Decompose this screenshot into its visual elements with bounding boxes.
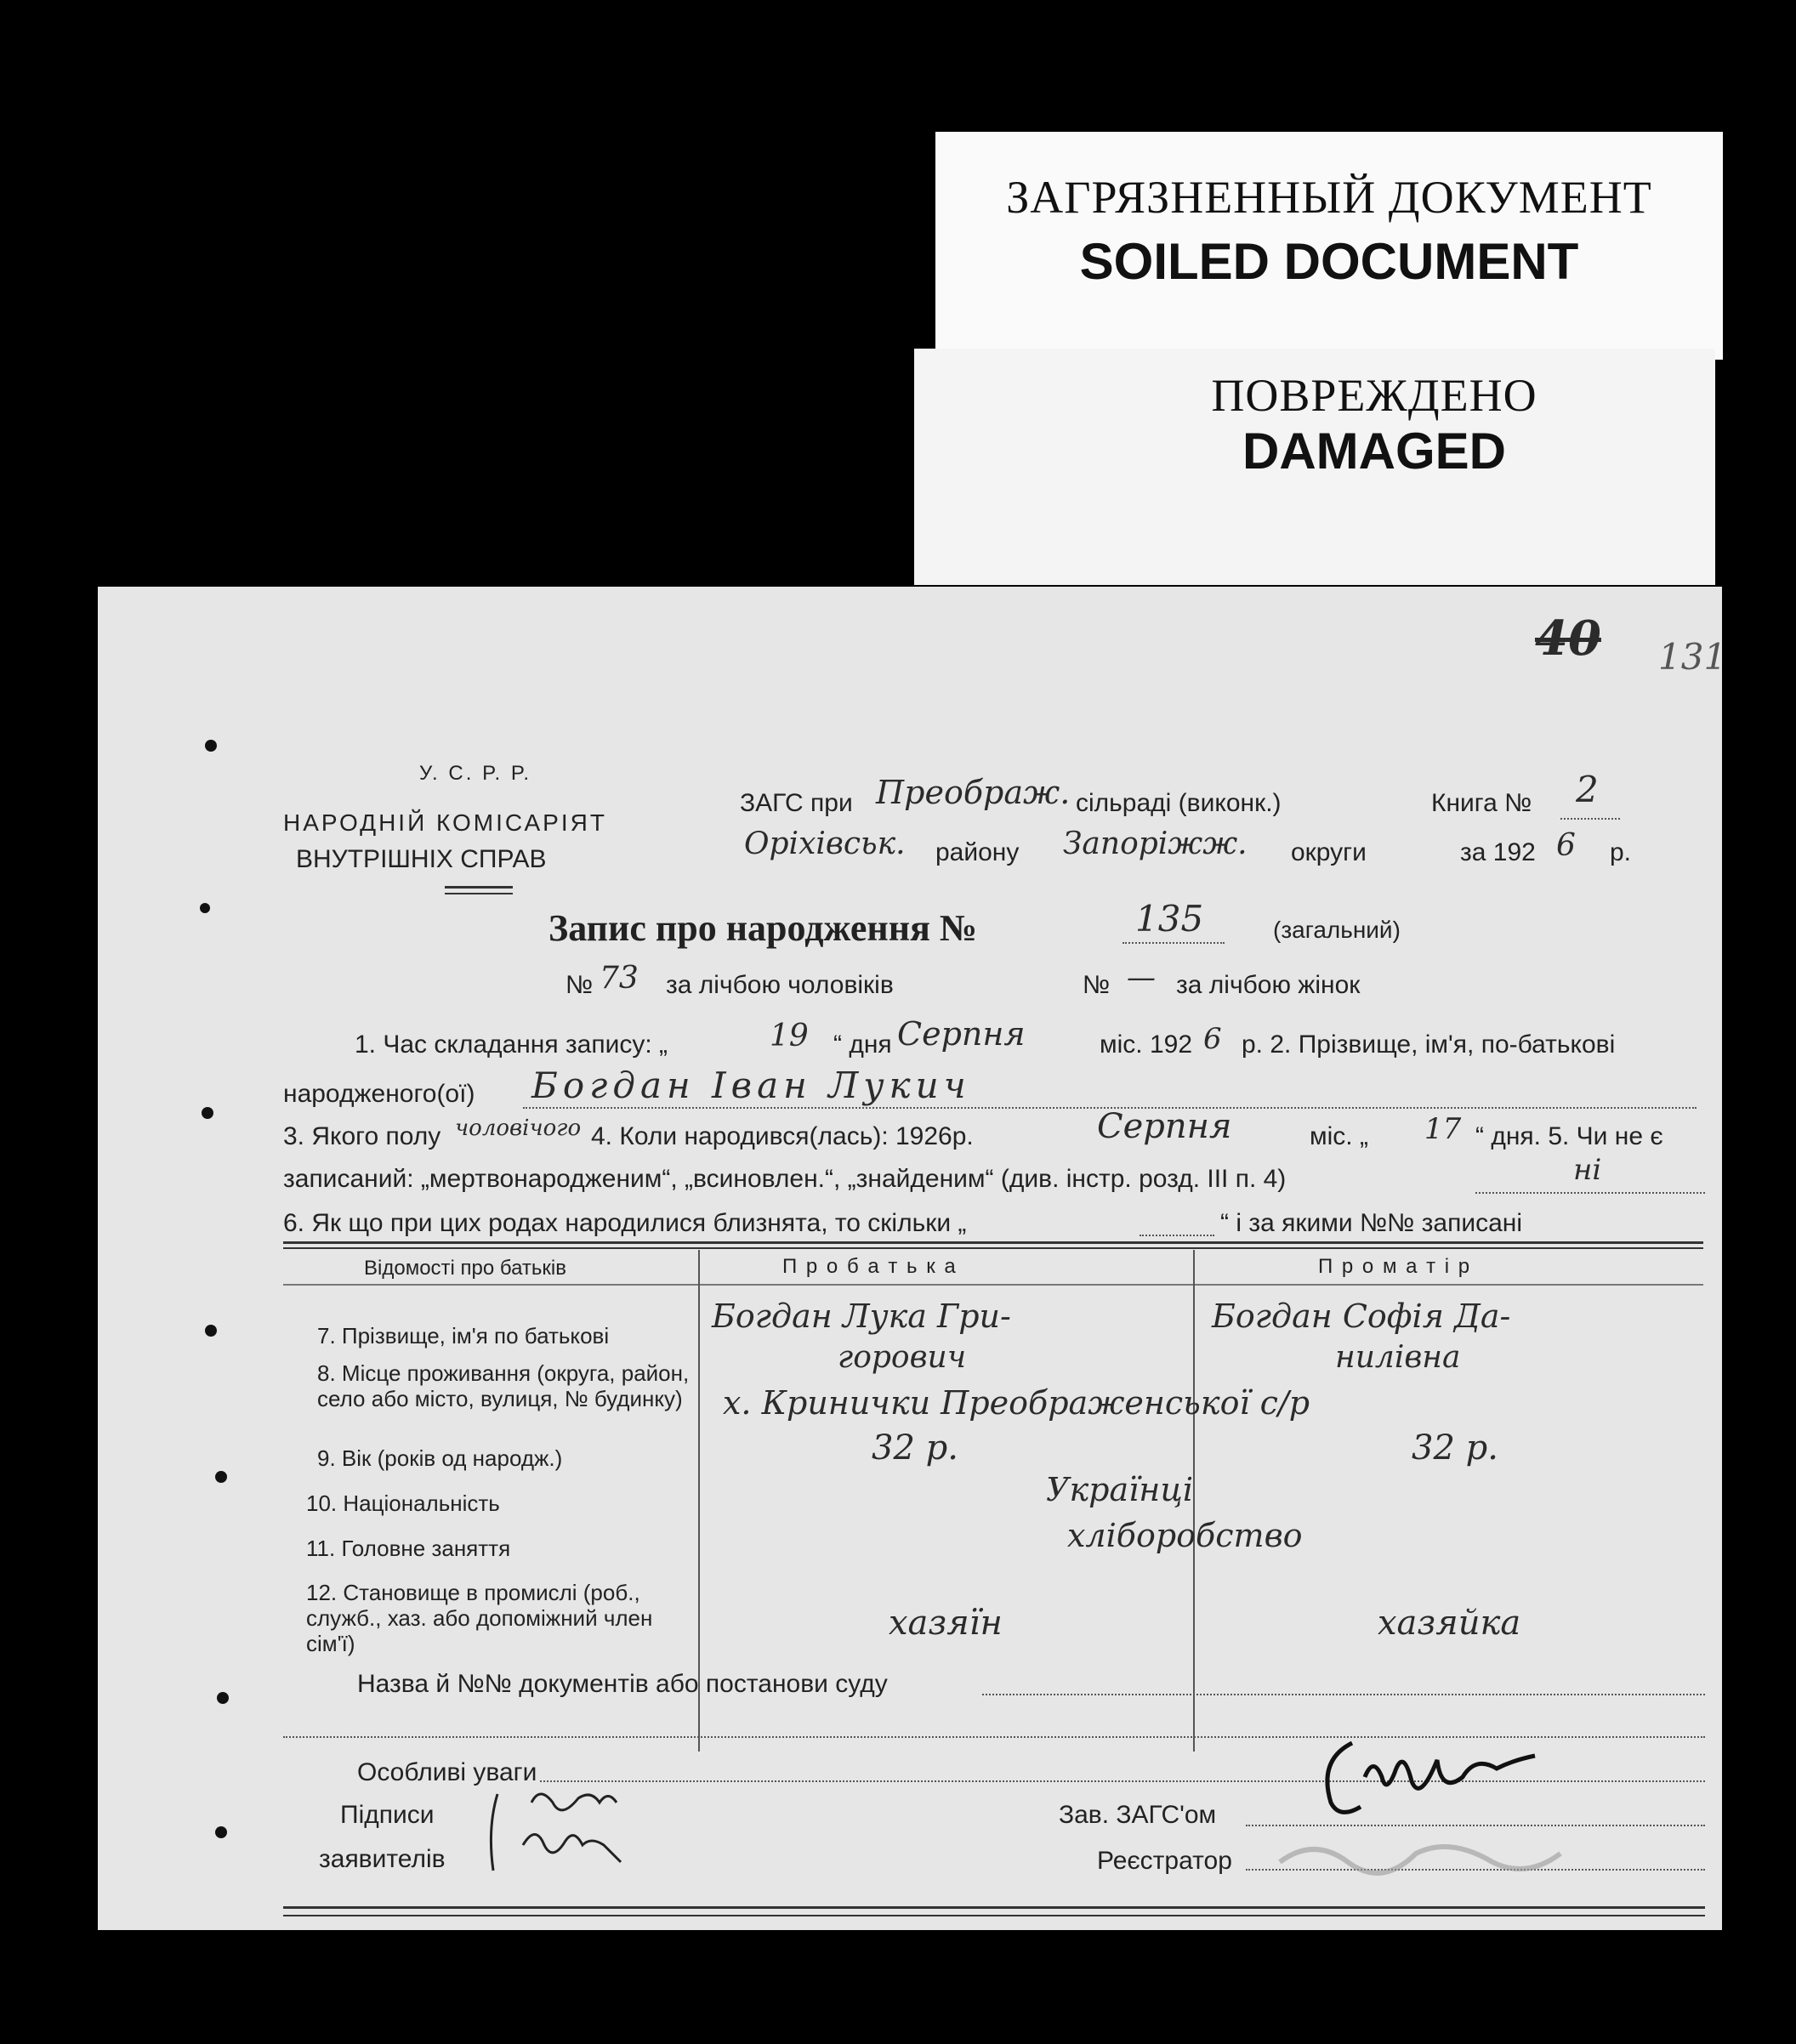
- district-value: Оріхівськ.: [744, 826, 906, 861]
- f2-name: Богдан Іван Лукич: [531, 1065, 971, 1106]
- f1-day: 19: [770, 1019, 809, 1053]
- year-suffix: р.: [1610, 838, 1632, 866]
- district-label: району: [935, 838, 1020, 866]
- male-label: за лічбою чоловіків: [666, 971, 894, 999]
- f1-label: 1. Час складання запису: „: [355, 1031, 668, 1059]
- col-header-info: Відомості про батьків: [364, 1257, 566, 1280]
- page-number: 131: [1658, 636, 1727, 678]
- row-label-surname: 7. Прізвище, ім'я по батькові: [317, 1323, 610, 1348]
- male-number: 73: [600, 961, 639, 996]
- f1-year-suffix: р. 2. Прізвище, ім'я, по-батькові: [1242, 1031, 1616, 1059]
- row-label-age: 9. Вік (років од народж.): [317, 1445, 563, 1471]
- soiled-label-en: SOILED DOCUMENT: [1079, 233, 1579, 290]
- zags-suffix: сільраді (виконк.): [1076, 789, 1282, 817]
- f4-day: 17: [1424, 1112, 1462, 1146]
- divider: [445, 893, 513, 894]
- f5-value: ні: [1573, 1153, 1602, 1187]
- record-number: 135: [1135, 898, 1204, 940]
- fill-line: [1140, 1235, 1214, 1236]
- row-label-nationality: 10. Національність: [306, 1490, 500, 1516]
- row-label-status: 12. Становище в промислі (роб., служб., хаз. або допоміжний член сім'ї): [306, 1580, 653, 1656]
- birth-record-sheet: [98, 587, 1727, 1930]
- damaged-sticker: [914, 349, 1715, 585]
- male-prefix: №: [566, 971, 594, 999]
- notes-label: Особливі уваги: [357, 1758, 537, 1786]
- punch-hole: [205, 740, 217, 752]
- father-name: Богдан Лука Гри-: [712, 1297, 1011, 1335]
- ministry-label-1: НАРОДНІЙ КОМІСАРІЯТ: [283, 809, 607, 836]
- col-header-father: П р о б а т ь к а: [782, 1255, 958, 1278]
- registrar-stamp-faded: [1271, 1828, 1577, 1888]
- ministry-label-2: ВНУТРІШНІХ СПРАВ: [296, 845, 547, 873]
- table-column-line: [1193, 1250, 1195, 1752]
- mother-patronymic: нилівна: [1335, 1340, 1461, 1375]
- f1-day-label: “ дня: [833, 1031, 892, 1059]
- fill-line: [982, 1694, 1705, 1695]
- head-label: Зав. ЗАГС'ом: [1059, 1801, 1217, 1829]
- soiled-label-ru: ЗАГРЯЗНЕННЫЙ ДОКУМЕНТ: [1006, 172, 1652, 223]
- crossed-page-number: 40: [1535, 610, 1601, 667]
- signatures-label-2: заявителів: [319, 1845, 446, 1873]
- f5-label: записаний: „мертвонародженим“, „всиновлен.“, „знайденим“ (див. інстр. розд. III п. 4): [283, 1165, 1287, 1193]
- table-header-rule: [283, 1284, 1703, 1286]
- mother-age: 32 р.: [1412, 1428, 1498, 1468]
- divider: [445, 886, 513, 889]
- mother-status: хазяйка: [1378, 1604, 1521, 1643]
- father-patronymic: горович: [838, 1340, 967, 1375]
- docs-label: Назва й №№ документів або постанови суду: [357, 1670, 888, 1698]
- father-status: хазяїн: [889, 1604, 1003, 1643]
- col-header-mother: П р о м а т і р: [1318, 1255, 1472, 1278]
- fill-line: [1560, 818, 1620, 820]
- occupation-value: хліборобство: [1067, 1517, 1303, 1554]
- father-residence: х. Кринички Преображенської с/р: [723, 1384, 1310, 1422]
- f4-label: 4. Коли народився(лась): 1926р.: [591, 1122, 974, 1150]
- soiled-document-sticker: [935, 132, 1723, 360]
- female-prefix: №: [1083, 971, 1111, 999]
- father-age: 32 р.: [872, 1428, 958, 1468]
- zags-village: Преображ.: [876, 774, 1071, 811]
- record-title: Запис про народження №: [548, 907, 978, 949]
- f3-value: чоловічого: [455, 1116, 582, 1141]
- book-label: Книга №: [1431, 789, 1532, 817]
- punch-hole: [215, 1826, 227, 1838]
- f4-day-label: “ дня. 5. Чи не є: [1475, 1122, 1663, 1150]
- record-general: (загальний): [1273, 917, 1401, 943]
- year-digit: 6: [1556, 828, 1576, 863]
- state-label: У. С. Р. Р.: [419, 762, 532, 785]
- registrar-label: Реєстратор: [1097, 1847, 1232, 1875]
- punch-hole: [205, 1325, 217, 1337]
- f1-year-digit: 6: [1203, 1022, 1222, 1056]
- table-top-rule: [283, 1247, 1703, 1249]
- female-number: —: [1127, 961, 1156, 995]
- book-number: 2: [1576, 769, 1599, 810]
- punch-hole: [202, 1107, 213, 1119]
- damaged-label-en: DAMAGED: [1242, 423, 1506, 480]
- punch-hole: [215, 1471, 227, 1483]
- female-label: за лічбою жінок: [1176, 971, 1361, 999]
- f2-label: народженого(ої): [283, 1080, 475, 1108]
- applicant-signatures: [480, 1777, 668, 1888]
- signatures-label-1: Підписи: [340, 1801, 435, 1829]
- bottom-rule: [283, 1915, 1705, 1916]
- year-label: за 192: [1460, 838, 1536, 866]
- f4-month: Серпня: [1097, 1107, 1232, 1146]
- f6-label: 6. Як що при цих родах народилися близнята, то скільки „: [283, 1209, 967, 1237]
- okruha-label: округи: [1291, 838, 1367, 866]
- fill-line: [1475, 1192, 1705, 1194]
- mother-name: Богдан Софія Да-: [1212, 1297, 1511, 1335]
- f6-suffix: “ і за якими №№ записані: [1220, 1209, 1523, 1237]
- head-signature: [1305, 1718, 1577, 1837]
- punch-hole: [200, 903, 210, 913]
- f1-month: Серпня: [897, 1015, 1026, 1053]
- row-label-occupation: 11. Головне заняття: [306, 1536, 511, 1561]
- bottom-rule: [283, 1906, 1705, 1909]
- f4-month-label: міс. „: [1310, 1122, 1368, 1150]
- zags-prefix: ЗАГС при: [740, 789, 853, 817]
- punch-hole: [217, 1692, 229, 1704]
- f3-label: 3. Якого полу: [283, 1122, 441, 1150]
- f1-month-label: міс. 192: [1100, 1031, 1193, 1059]
- row-label-residence: 8. Місце проживання (округа, район, село або місто, вулиця, № будинку): [317, 1360, 690, 1411]
- fill-line: [1122, 942, 1225, 944]
- okruha-value: Запоріжж.: [1063, 826, 1248, 861]
- nationality-value: Українці: [1046, 1471, 1193, 1508]
- table-top-rule: [283, 1241, 1703, 1244]
- damaged-label-ru: ПОВРЕЖДЕНО: [1211, 370, 1537, 421]
